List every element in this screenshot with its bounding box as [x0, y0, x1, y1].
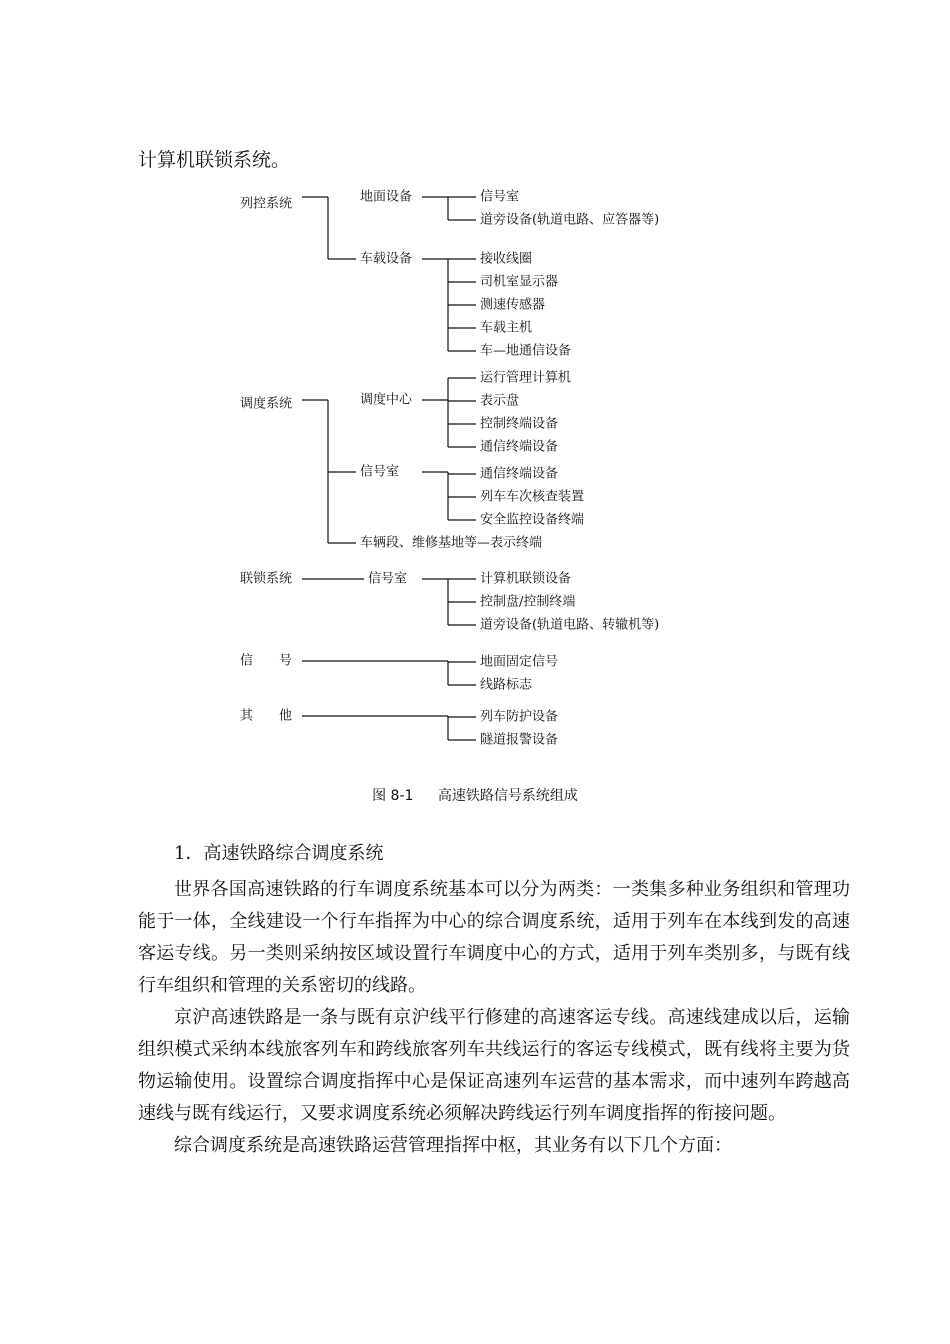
paragraph-1: 世界各国高速铁路的行车调度系统基本可以分为两类：一类集多种业务组织和管理功能于一体，全线建设一个行车指挥为中心的综合调度系统，适用于列车在本线到发的高速客运专线。另一类则采纳按区域设置行车调度中心的方式，适用于列车类别多，与既有线行车组织和管理的关系密切的线路。	[138, 879, 850, 996]
section-body	[138, 842, 850, 1162]
figure-number: 图 8-1	[372, 788, 414, 804]
leaf-item: 控制盘/控制终端	[480, 594, 576, 610]
leaf-item: 列车车次核查装置	[480, 489, 585, 505]
figure-caption	[0, 785, 950, 805]
leaf-item: 计算机联锁设备	[480, 571, 572, 587]
branch-label: 信号室	[360, 464, 400, 480]
leaf-item: 接收线圈	[480, 251, 533, 267]
branch-label: 调度中心	[360, 392, 413, 408]
leaf-item: 表示盘	[480, 393, 520, 409]
leaf-item: 通信终端设备	[480, 466, 559, 482]
leaf-item: 控制终端设备	[480, 416, 559, 432]
leaf-item: 线路标志	[480, 677, 533, 693]
leaf-item: 隧道报警设备	[480, 732, 559, 748]
paragraph-3: 综合调度系统是高速铁路运营管理指挥中枢，其业务有以下几个方面：	[174, 1135, 732, 1156]
branch-label: 信号室	[368, 571, 408, 587]
group-label: 联锁系统	[240, 571, 293, 587]
branch-label: 车辆段、维修基地等—表示终端	[360, 535, 543, 551]
leaf-item: 列车防护设备	[480, 709, 559, 725]
group-label: 其 他	[240, 708, 293, 724]
intro-line: 计算机联锁系统。	[138, 149, 291, 171]
section-heading: 1．高速铁路综合调度系统	[174, 843, 384, 864]
leaf-item: 信号室	[480, 189, 520, 205]
leaf-item: 道旁设备(轨道电路、应答器等)	[480, 212, 660, 228]
leaf-item: 通信终端设备	[480, 439, 559, 455]
paragraph-2: 京沪高速铁路是一条与既有京沪线平行修建的高速客运专线。高速线建成以后，运输组织模式采纳本线旅客列车和跨线旅客列车共线运行的客运专线模式，既有线将主要为货物运输使用。设置综合调度指挥中心是保证高速列车运营的基本需求，而中速列车跨越高速线与既有线运行，又要求调度系统必须解决跨线运行列车调度指挥的衔接问题。	[138, 1007, 850, 1124]
group-label: 信 号	[240, 653, 293, 669]
branch-label: 车载设备	[360, 251, 413, 267]
leaf-item: 车—地通信设备	[480, 343, 572, 359]
leaf-item: 安全监控设备终端	[480, 512, 585, 528]
leaf-item: 测速传感器	[480, 297, 546, 313]
branch-label: 地面设备	[360, 189, 413, 205]
leaf-item: 运行管理计算机	[480, 370, 572, 386]
figure-title: 高速铁路信号系统组成	[437, 788, 578, 804]
leaf-item: 司机室显示器	[480, 274, 559, 290]
group-label: 列控系统	[240, 196, 293, 212]
group-label: 调度系统	[240, 396, 293, 412]
leaf-item: 车载主机	[480, 320, 533, 336]
leaf-item: 地面固定信号	[480, 654, 559, 670]
leaf-item: 道旁设备(轨道电路、转辙机等)	[480, 617, 660, 633]
